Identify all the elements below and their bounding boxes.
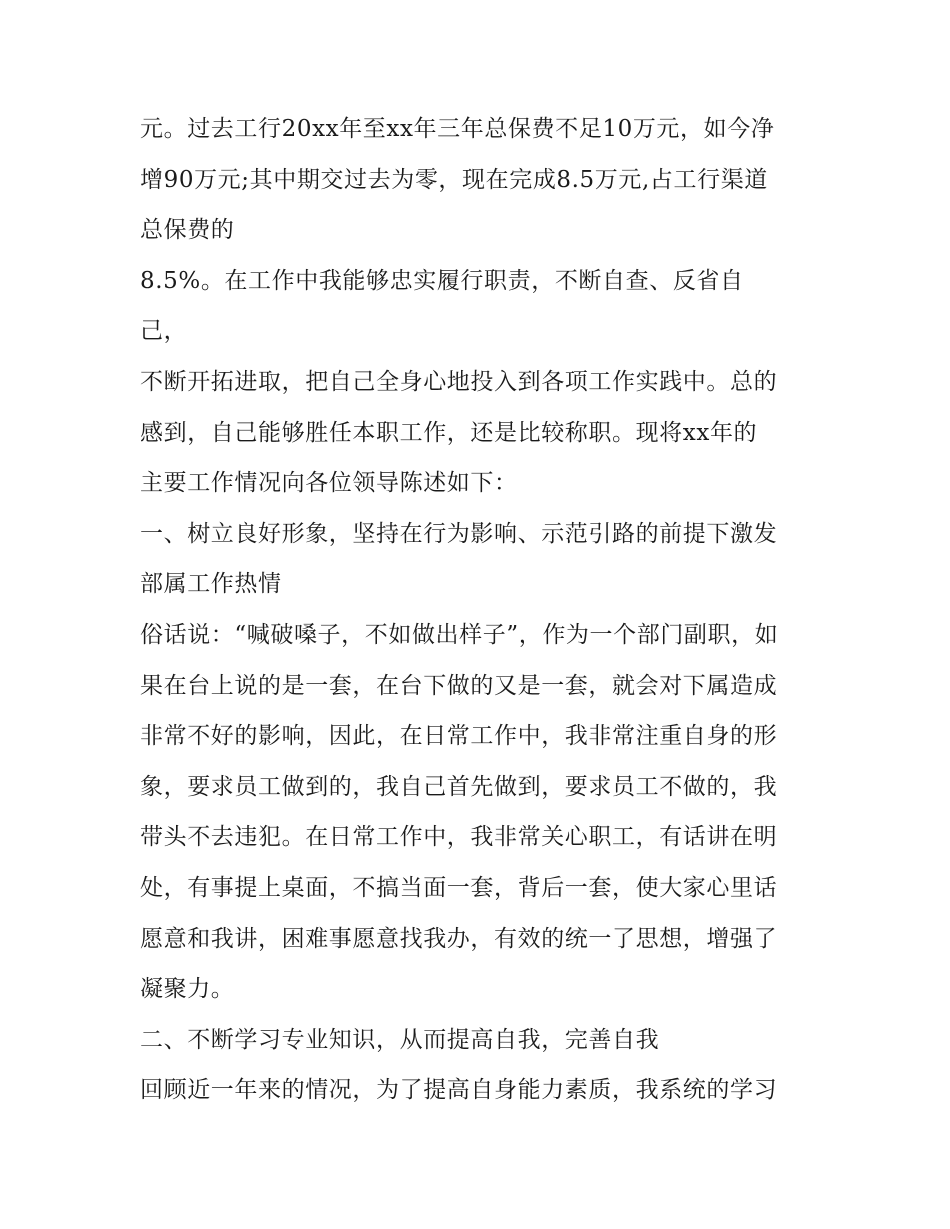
text-line: 己， bbox=[140, 318, 188, 345]
text-line: 不断开拓进取，把自己全身心地投入到各项工作实践中。总的 bbox=[140, 368, 778, 395]
text-line: 回顾近一年来的情况，为了提高自身能力素质，我系统的学习 bbox=[140, 1077, 778, 1104]
section-heading-2: 二、不断学习专业知识，从而提高自我，完善自我 bbox=[140, 1026, 660, 1053]
text-line: 愿意和我讲，困难事愿意找我办，有效的统一了思想，增强了 bbox=[140, 925, 778, 952]
text-line: 非常不好的影响，因此，在日常工作中，我非常注重自身的形 bbox=[140, 723, 778, 750]
text-line: 增90万元;其中期交过去为零，现在完成8.5万元,占工行渠道 bbox=[140, 166, 768, 193]
text-line: 感到，自己能够胜任本职工作，还是比较称职。现将xx年的 bbox=[140, 419, 758, 446]
text-line: 凝聚力。 bbox=[140, 976, 235, 1003]
text-line: 象，要求员工做到的，我自己首先做到，要求员工不做的，我 bbox=[140, 773, 778, 800]
section-heading-1-cont: 部属工作热情 bbox=[140, 571, 282, 598]
text-line: 总保费的 bbox=[140, 217, 235, 244]
text-line: 处，有事提上桌面，不搞当面一套，背后一套，使大家心里话 bbox=[140, 874, 778, 901]
text-line: 俗话说：“喊破嗓子，不如做出样子”，作为一个部门副职，如 bbox=[140, 621, 779, 648]
document-body bbox=[140, 104, 830, 1116]
text-line: 元。过去工行20xx年至xx年三年总保费不足10万元，如今净 bbox=[140, 116, 775, 142]
text-line: 果在台上说的是一套，在台下做的又是一套，就会对下属造成 bbox=[140, 672, 778, 699]
text-line: 8.5%。在工作中我能够忠实履行职责，不断自查、反省自 bbox=[140, 267, 744, 294]
section-heading-1: 一、树立良好形象，坚持在行为影响、示范引路的前提下激发 bbox=[140, 520, 778, 547]
text-line: 主要工作情况向各位领导陈述如下： bbox=[140, 470, 518, 497]
text-line: 带头不去违犯。在日常工作中，我非常关心职工，有话讲在明 bbox=[140, 824, 778, 851]
